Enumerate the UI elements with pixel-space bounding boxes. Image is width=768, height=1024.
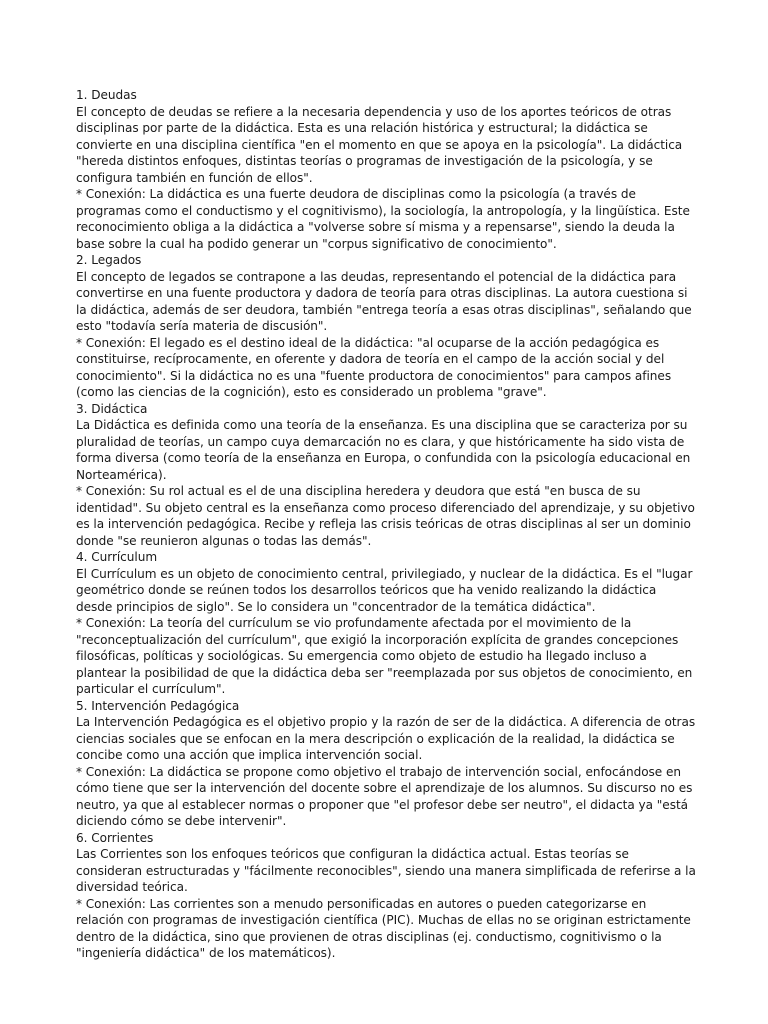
section-heading: 6. Corrientes xyxy=(76,830,154,845)
section-heading: 3. Didáctica xyxy=(76,401,148,416)
section-curriculum xyxy=(76,549,696,698)
section-heading: 4. Currículum xyxy=(76,550,158,564)
section-heading: 1. Deudas xyxy=(76,88,137,102)
section-body: El concepto de deudas se refiere a la necesaria dependencia y uso de los aportes teóricos de otras disciplinas por parte de la didáctica. Esta es una relación histórica y estructural; la didáctica se convierte en una disciplina científica "en el momento en que se apoya en la psicología". La didáctica "hereda distintos enfoques, distintas teorías o programas de investigación de la psicología, y se configura también en función de ellos". xyxy=(76,104,683,185)
section-didactica xyxy=(76,401,696,550)
section-deudas xyxy=(76,87,696,252)
section-body: Las Corrientes son los enfoques teóricos que configuran la didáctica actual. Estas teorías se consideran estructuradas y "fácilmente reconocibles", siendo una manera simplificada de referirse a la diversidad teórica. xyxy=(76,847,696,894)
section-corrientes xyxy=(76,830,696,962)
document-page xyxy=(76,87,696,962)
section-body: El Currículum es un objeto de conocimiento central, privilegiado, y nuclear de la didáctica. Es el "lugar geométrico donde se reúnen todos los desarrollos teóricos que ha venido realizando la didáctica desde principios de siglo". Se lo considera un "concentrador de la temática didáctica". xyxy=(76,566,693,614)
section-body: La Didáctica es definida como una teoría de la enseñanza. Es una disciplina que se caracteriza por su pluralidad de teorías, un campo cuya demarcación no es clara, y que históricamente ha sido vista de forma diversa (como teoría de la enseñanza en Europa, o confundida con la psicología educacional en Norteamérica). xyxy=(76,418,691,482)
section-connection: * Conexión: La didáctica es una fuerte deudora de disciplinas como la psicología (a través de programas como el conductismo y el cognitivismo), la sociología, la antropología, y la lingüística. Este reconocimiento obliga a la didáctica a "volverse sobre sí misma y a repensarse", siendo la deuda la base sobre la cual ha podido generar un "corpus significativo de conocimiento". xyxy=(76,187,690,251)
section-body: La Intervención Pedagógica es el objetivo propio y la razón de ser de la didáctica. A diferencia de otras ciencias sociales que se enfocan en la mera descripción o explicación de la realidad, la didáctica se concibe como una acción que implica intervención social. xyxy=(76,715,696,762)
section-connection: * Conexión: La teoría del currículum se vio profundamente afectada por el movimiento de la "reconceptualización del currículum", que exigió la incorporación explícita de grandes concepciones filosóficas, políticas y sociológicas. Su emergencia como objeto de estudio ha llegado incluso a plantear la posibilidad de que la didáctica deba ser "reemplazada por sus objetos de conocimiento, en particular el currículum". xyxy=(76,616,693,696)
section-connection: * Conexión: Las corrientes son a menudo personificadas en autores o pueden categorizarse en relación con programas de investigación científica (PIC). Muchas de ellas no se originan estrictamente dentro de la didáctica, sino que provienen de otras disciplinas (ej. conductismo, cognitivismo o la "ingeniería didáctica" de los matemáticos). xyxy=(76,896,691,960)
section-connection: * Conexión: Su rol actual es el de una disciplina heredera y deudora que está "en busca de su identidad". Su objeto central es la enseñanza como proceso diferenciado del aprendizaje, y su objetivo es la intervención pedagógica. Recibe y refleja las crisis teóricas de otras disciplinas al ser un dominio donde "se reunieron algunas o todas las demás". xyxy=(76,484,695,548)
section-legados xyxy=(76,252,696,401)
section-heading: 2. Legados xyxy=(76,253,142,267)
section-connection: * Conexión: La didáctica se propone como objetivo el trabajo de intervención social, enfocándose en cómo tiene que ser la intervención del docente sobre el aprendizaje de los alumnos. Su discurso no es neutro, ya que al establecer normas o proponer que "el profesor debe ser neutro", el didacta ya "está diciendo cómo se debe intervenir". xyxy=(76,764,693,828)
section-heading: 5. Intervención Pedagógica xyxy=(76,698,240,713)
section-intervencion-pedagogica xyxy=(76,698,696,830)
section-connection: * Conexión: El legado es el destino ideal de la didáctica: "al ocuparse de la acción pedagógica es constituirse, recíprocamente, en oferente y dadora de teoría en el campo de la acción social y del conocimiento". Si la didáctica no es una "fuente productora de conocimientos" para campos afines (como las ciencias de la cognición), esto es considerado un problema "grave". xyxy=(76,335,672,399)
section-body: El concepto de legados se contrapone a las deudas, representando el potencial de la didáctica para convertirse en una fuente productora y dadora de teoría para otras disciplinas. La autora cuestiona si la didáctica, además de ser deudora, también "entrega teoría a esas otras disciplinas", señalando que esto "todavía sería materia de discusión". xyxy=(76,269,692,333)
